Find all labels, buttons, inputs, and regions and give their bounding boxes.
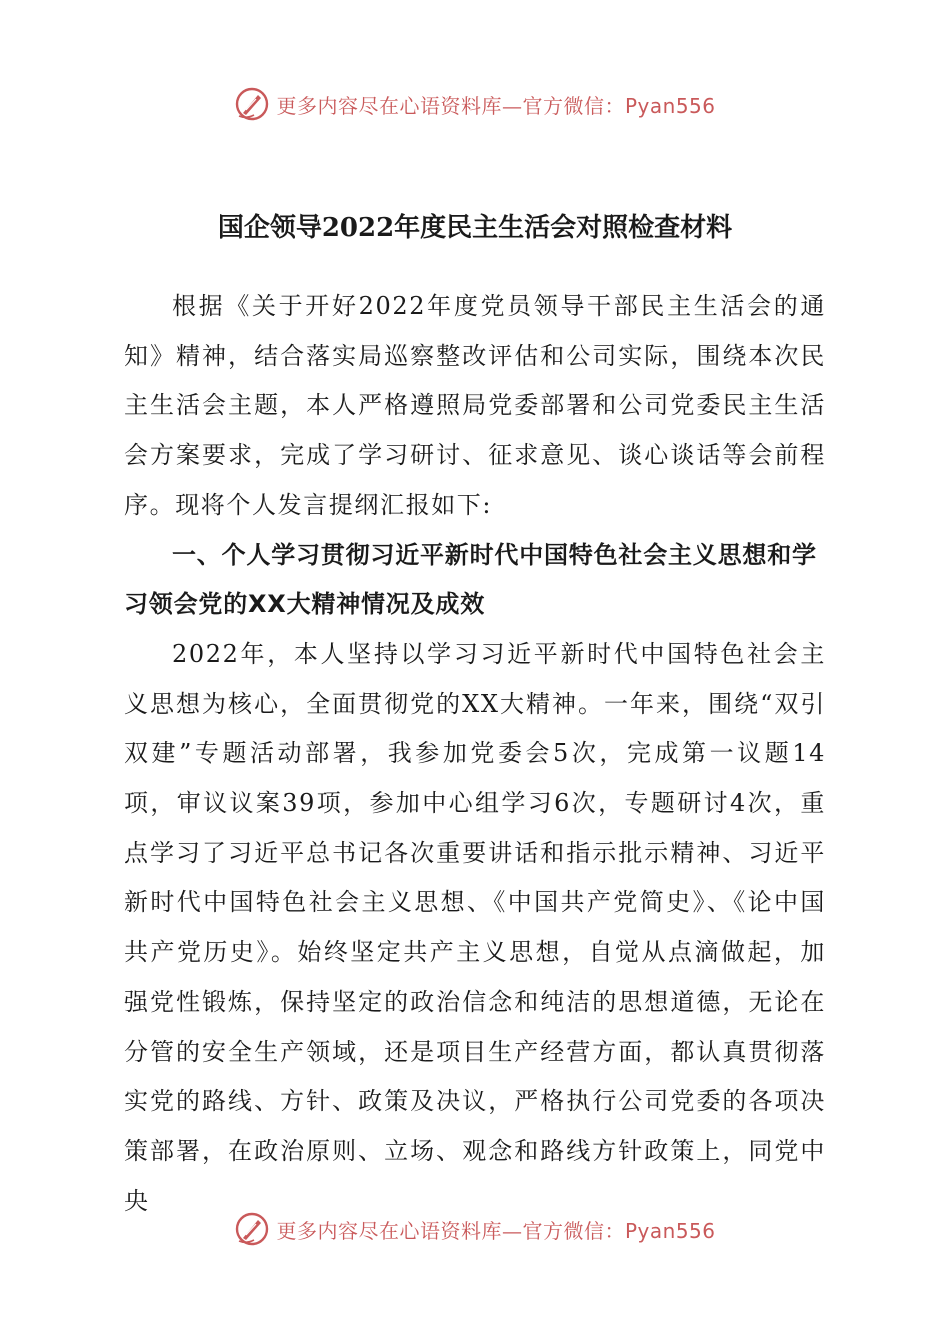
quill-logo-icon xyxy=(234,1211,270,1247)
section-1-paragraph: 2022年，本人坚持以学习习近平新时代中国特色社会主义思想为核心，全面贯彻党的XX大精神。一年来，围绕“双引双建”专题活动部署，我参加党委会5次，完成第一议题14项，审议议案39项，参加中心组学习6次，专题研讨4次，重点学习了习近平总书记各次重要讲话和指示批示精神、习近平新时代中国特色社会主义思想、《中国共产党简史》、《论中国共产党历史》。始终坚定共产主义思想，自觉从点滴做起，加强党性锻炼，保持坚定的政治信念和纯洁的思想道德，无论在分管的安全生产领域，还是项目生产经营方面，都认真贯彻落实党的路线、方针、政策及决议，严格执行公司党委的各项决策部署，在政治原则、立场、观念和路线方针政策上，同党中央 xyxy=(124,639,826,1215)
wechat-id: Pyan556 xyxy=(624,1218,716,1243)
banner-text: 更多内容尽在心语资料库—官方微信：Pyan556 xyxy=(276,93,716,118)
footer-banner xyxy=(0,1207,950,1251)
document-title: 国企领导2022年度民主生活会对照检查材料 xyxy=(217,213,733,243)
section-heading-1: 一、个人学习贯彻习近平新时代中国特色社会主义思想和学习领会党的XX大精神情况及成效 xyxy=(124,540,817,619)
header-banner xyxy=(0,82,950,126)
quill-logo-icon xyxy=(234,86,270,122)
wechat-id: Pyan556 xyxy=(624,93,716,118)
banner-text: 更多内容尽在心语资料库—官方微信：Pyan556 xyxy=(276,1218,716,1243)
intro-paragraph: 根据《关于开好2022年度党员领导干部民主生活会的通知》精神，结合落实局巡察整改评估和公司实际，围绕本次民主生活会主题，本人严格遵照局党委部署和公司党委民主生活会方案要求，完成了学习研讨、征求意见、谈心谈话等会前程序。现将个人发言提纲汇报如下: xyxy=(124,292,826,519)
document-body xyxy=(124,282,826,1226)
